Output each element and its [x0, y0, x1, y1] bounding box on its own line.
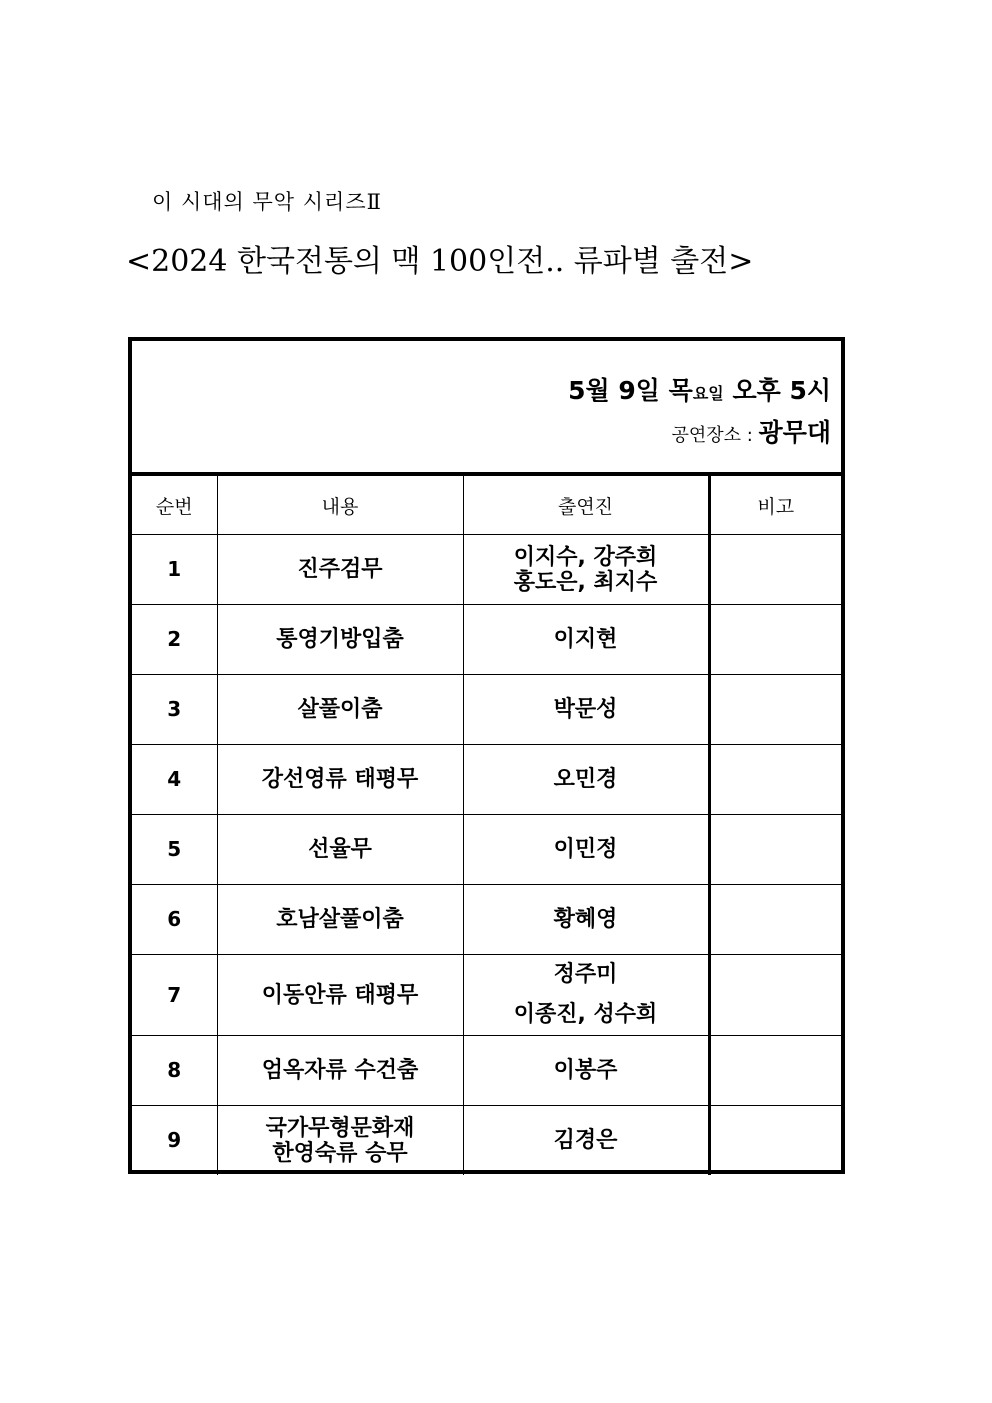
content-line: 선율무 — [308, 837, 372, 862]
header-order: 순번 — [132, 476, 217, 535]
row-performers — [463, 815, 709, 885]
row-content — [217, 605, 463, 675]
header-performers: 출연진 — [463, 476, 709, 535]
table-row — [132, 885, 841, 955]
event-datetime — [568, 371, 831, 407]
row-performers — [463, 885, 709, 955]
content-line: 이동안류 태평무 — [261, 982, 419, 1008]
row-performers — [463, 605, 709, 675]
venue-value: 광무대 — [758, 418, 831, 447]
row-performers — [463, 1036, 709, 1106]
row-performers — [463, 675, 709, 745]
performer-line: 오민경 — [553, 767, 618, 792]
program-table — [132, 476, 841, 1175]
header-note: 비고 — [709, 476, 841, 535]
event-venue — [671, 413, 831, 449]
row-content — [217, 675, 463, 745]
content-line: 한영숙류 승무 — [272, 1140, 408, 1166]
row-content — [217, 815, 463, 885]
performer-line: 박문성 — [553, 697, 618, 722]
schedule-frame — [128, 337, 845, 1174]
date-weekday-suffix: 요일 — [692, 384, 724, 403]
row-order-number: 3 — [132, 675, 217, 745]
row-content — [217, 1036, 463, 1106]
performer-line: 이민정 — [553, 837, 618, 862]
row-order-number: 4 — [132, 745, 217, 815]
performer-line: 황혜영 — [553, 907, 618, 932]
table-header-row — [132, 476, 841, 535]
performer-line: 정주미 — [553, 962, 618, 987]
performer-line: 이지현 — [553, 627, 618, 652]
row-note — [709, 535, 841, 605]
row-order-number: 7 — [132, 955, 217, 1036]
table-row — [132, 815, 841, 885]
table-row — [132, 675, 841, 745]
row-order-number: 6 — [132, 885, 217, 955]
date-prefix: 5월 9일 목 — [568, 376, 693, 405]
content-line: 강선영류 태평무 — [261, 767, 419, 792]
row-performers — [463, 535, 709, 605]
performer-line: 홍도은, 최지수 — [513, 569, 658, 595]
content-line: 국가무형문화재 — [265, 1115, 415, 1141]
performer-line: 이종진, 성수희 — [513, 1002, 658, 1027]
row-performers — [463, 1106, 709, 1176]
row-note — [709, 885, 841, 955]
event-info-box — [132, 341, 841, 476]
table-row — [132, 1106, 841, 1176]
row-content — [217, 955, 463, 1036]
series-subtitle: 이 시대의 무악 시리즈Ⅱ — [152, 190, 382, 214]
row-note — [709, 605, 841, 675]
row-order-number: 5 — [132, 815, 217, 885]
row-order-number: 2 — [132, 605, 217, 675]
date-time: 오후 5시 — [723, 376, 831, 405]
performer-line: 이봉주 — [553, 1058, 618, 1083]
row-content — [217, 535, 463, 605]
row-content — [217, 1106, 463, 1176]
table-row — [132, 955, 841, 1036]
row-note — [709, 1036, 841, 1106]
row-performers — [463, 955, 709, 1036]
content-line: 살풀이춤 — [297, 697, 383, 722]
row-content — [217, 885, 463, 955]
content-line: 통영기방입춤 — [276, 627, 404, 652]
table-row — [132, 535, 841, 605]
row-note — [709, 1106, 841, 1176]
row-note — [709, 815, 841, 885]
row-note — [709, 675, 841, 745]
content-line: 엄옥자류 수건춤 — [261, 1058, 419, 1083]
row-performers — [463, 745, 709, 815]
row-note — [709, 745, 841, 815]
row-order-number: 1 — [132, 535, 217, 605]
header-content: 내용 — [217, 476, 463, 535]
document-title: <2024 한국전통의 맥 100인전.. 류파별 출전> — [126, 244, 754, 279]
row-content — [217, 745, 463, 815]
row-order-number: 8 — [132, 1036, 217, 1106]
table-row — [132, 605, 841, 675]
performer-line: 이지수, 강주희 — [513, 544, 658, 570]
row-order-number: 9 — [132, 1106, 217, 1176]
row-note — [709, 955, 841, 1036]
table-row — [132, 745, 841, 815]
performer-line: 김경은 — [553, 1128, 618, 1153]
venue-label: 공연장소 : — [671, 425, 759, 446]
content-line: 호남살풀이춤 — [276, 907, 404, 932]
content-line: 진주검무 — [297, 557, 383, 582]
table-row — [132, 1036, 841, 1106]
